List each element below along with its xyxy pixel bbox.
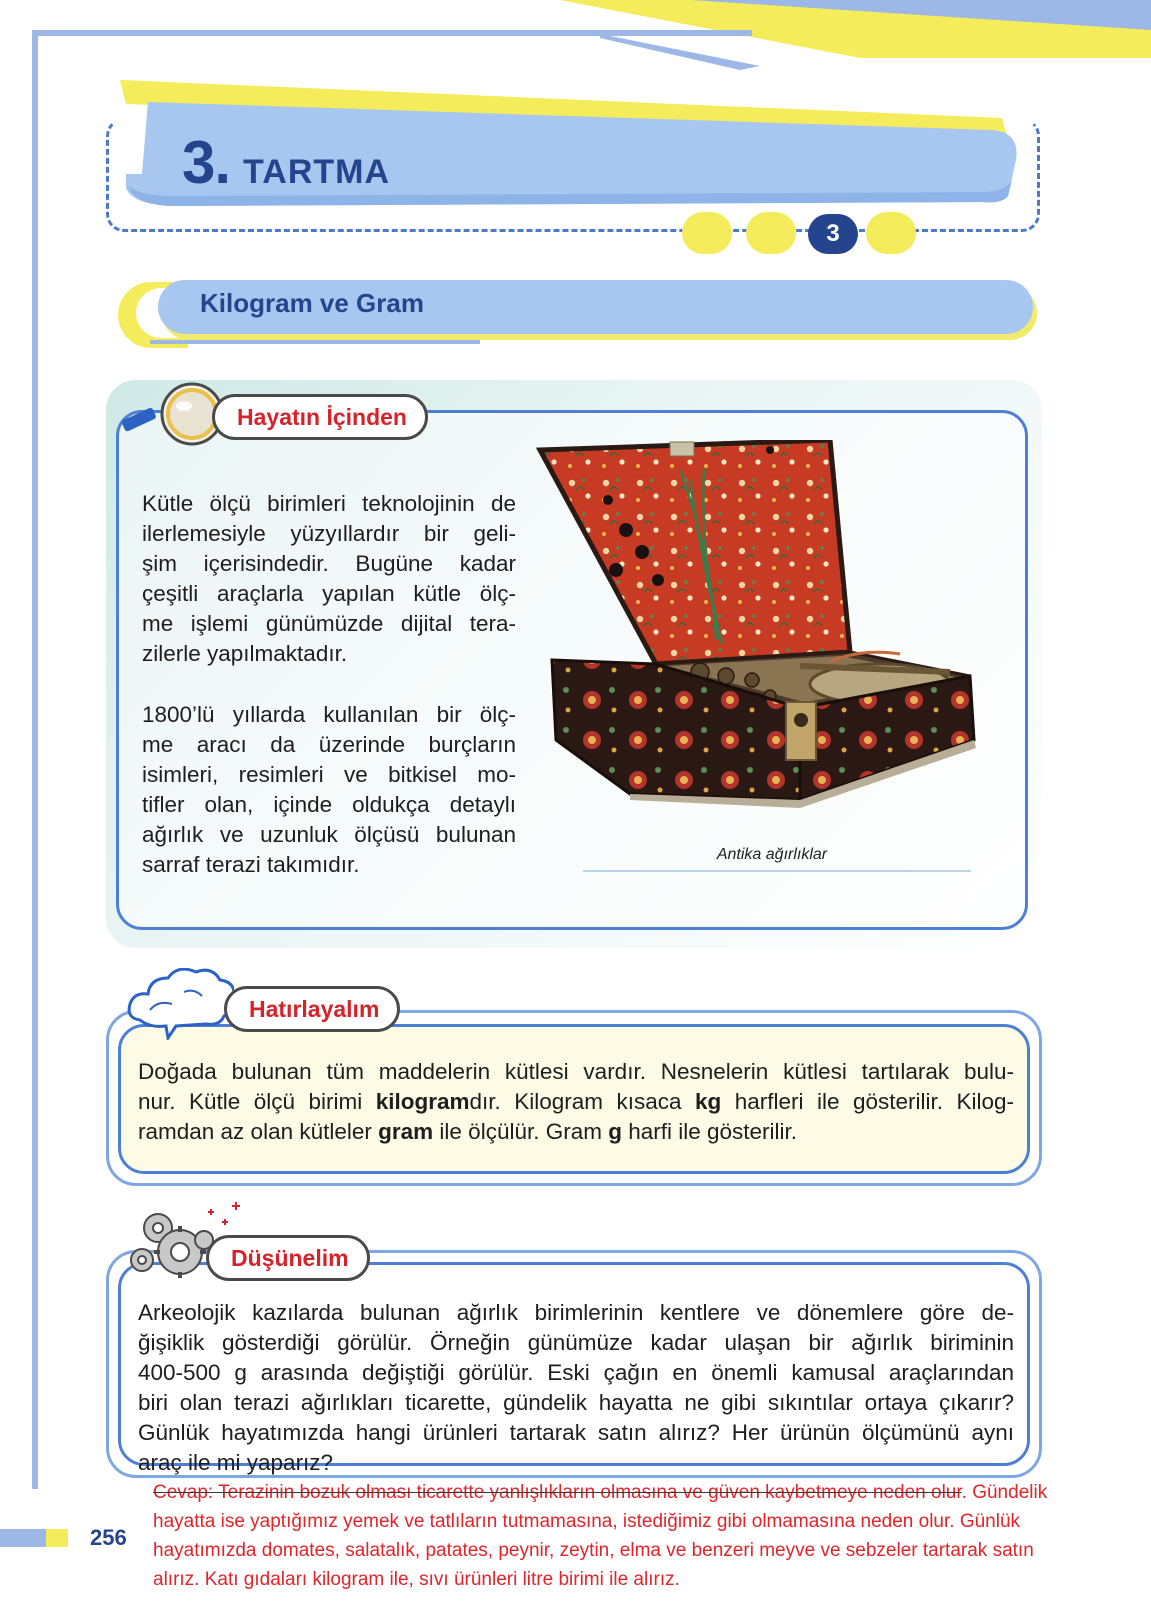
text-run: dır. Kilogram kısaca (469, 1089, 695, 1114)
cloud-icon (124, 968, 234, 1040)
text-run: harfi ile gösterilir. (621, 1119, 798, 1144)
answer-line: hayatımızda domates, salatalık, patates, peynir, zeytin, elma ve benzeri meyve ve sebzeler tartarak satın (153, 1540, 1034, 1561)
caption-rule (583, 870, 971, 872)
bold-term: g (608, 1119, 622, 1144)
text-line: ğişiklik gösterdiği görülür. Örneğin günümüze kadar ulaşan bir ağırlık biriminin (138, 1330, 1014, 1355)
bold-term: kg (695, 1089, 722, 1114)
hayatin-icinden-tab: Hayatın İçinden (212, 394, 428, 440)
text-line: Arkeolojik kazılarda bulunan ağırlık birimlerinin kentlere ve dönemlere göre de- (138, 1300, 1014, 1325)
text-run: nur. Kütle ölçü birimi (138, 1089, 376, 1114)
text-run: harfleri ile gösterilir. Kilog- (721, 1089, 1014, 1114)
answer-line: hayatta ise yaptığımız yemek ve tatlıların tutmamasına, istediğimiz gibi olmamasına neden olur. Günlük (153, 1511, 1021, 1532)
text-line: araç ile mi yaparız? (138, 1450, 334, 1475)
text-line: ilerlemesiyle yüzyıllardır bir geli- (142, 521, 516, 546)
text-line: çeşitli araçlarla yapılan kütle ölç- (142, 581, 516, 606)
dusunelim-text (138, 1298, 1014, 1478)
subtitle-underline (150, 340, 480, 344)
text-line: sarraf terazi takımıdır. (142, 852, 360, 877)
text-line: zilerle yapılmaktadır. (142, 641, 348, 666)
text-line: Doğada bulunan tüm maddelerin kütlesi vardır. Nesnelerin kütlesi tartılarak bulu- (138, 1059, 1014, 1084)
answer-line (153, 1478, 1143, 1507)
page-marker-yellow (46, 1529, 68, 1547)
text-line: 400-500 g arasında değiştiği görülür. Eski çağın en önemli kamusal araçlarından (138, 1360, 1014, 1385)
answer-line: alırız. Katı gıdaları kilogram ile, sıvı ürünleri litre birimi ile alırız. (153, 1569, 680, 1590)
text-line: me işlemi günümüzde dijital tera- (142, 611, 516, 636)
text-line: ağırlık ve uzunluk ölçüsü bulunan (142, 822, 516, 847)
chapter-title: TARTMA (243, 153, 391, 191)
text-line (138, 1117, 1014, 1147)
antique-weights-image (530, 440, 1005, 840)
text-line: Kütle ölçü birimleri teknolojinin de (142, 491, 516, 516)
text-run: ramdan az olan kütleler (138, 1119, 379, 1144)
page-number: 256 (90, 1525, 127, 1550)
image-caption: Antika ağırlıklar (716, 846, 828, 863)
answer-struck-text: Cevap: Terazinin bozuk olması ticarette yanlışlıkların olmasına ve güven kaybetmeye neden olur (153, 1482, 962, 1503)
text-line: biri olan terazi ağırlıkları ticarette, gündelik hayatta ne gibi sıkıntılar ortaya çıkarır? (138, 1390, 1014, 1415)
page-marker-blue (0, 1529, 46, 1547)
text-line: isimleri, resimleri ve bitkisel mo- (142, 762, 516, 787)
bold-term: kilogram (375, 1089, 470, 1114)
text-line: Günlük hayatımızda hangi ürünleri tartarak satın alırız? Her ürünün ölçümünü aynı (138, 1420, 1014, 1445)
text-line: 1800’lü yıllarda kullanılan bir ölç- (142, 702, 516, 727)
answer-text (153, 1478, 1143, 1594)
page-frame-top (32, 30, 752, 36)
page-frame-left (32, 34, 38, 1489)
text-line: me aracı da üzerinde burçların (142, 732, 516, 757)
yellow-pill (682, 212, 732, 254)
text-line: tifler olan, içinde oldukça detaylı (142, 792, 516, 817)
text-run: ile ölçülür. Gram (433, 1119, 609, 1144)
text-line: şim içerisindedir. Bugüne kadar (142, 551, 516, 576)
chapter-heading (182, 128, 390, 197)
answer-text-run: . Gündelik (961, 1482, 1048, 1503)
text-line (138, 1087, 1014, 1117)
yellow-pill (746, 212, 796, 254)
bold-term: gram (378, 1119, 434, 1144)
unit-badge: 3 (808, 214, 858, 254)
hayatin-icinden-paragraph-1 (142, 489, 516, 669)
chapter-number: 3 (182, 129, 215, 196)
yellow-pill (866, 212, 916, 254)
hayatin-icinden-paragraph-2 (142, 700, 516, 880)
chapter-dot: . (214, 129, 232, 196)
hatirlayalim-text (138, 1057, 1014, 1147)
section-subtitle: Kilogram ve Gram (200, 288, 424, 318)
dusunelim-tab: Düşünelim (206, 1235, 370, 1281)
hatirlayalim-tab: Hatırlayalım (224, 986, 400, 1032)
